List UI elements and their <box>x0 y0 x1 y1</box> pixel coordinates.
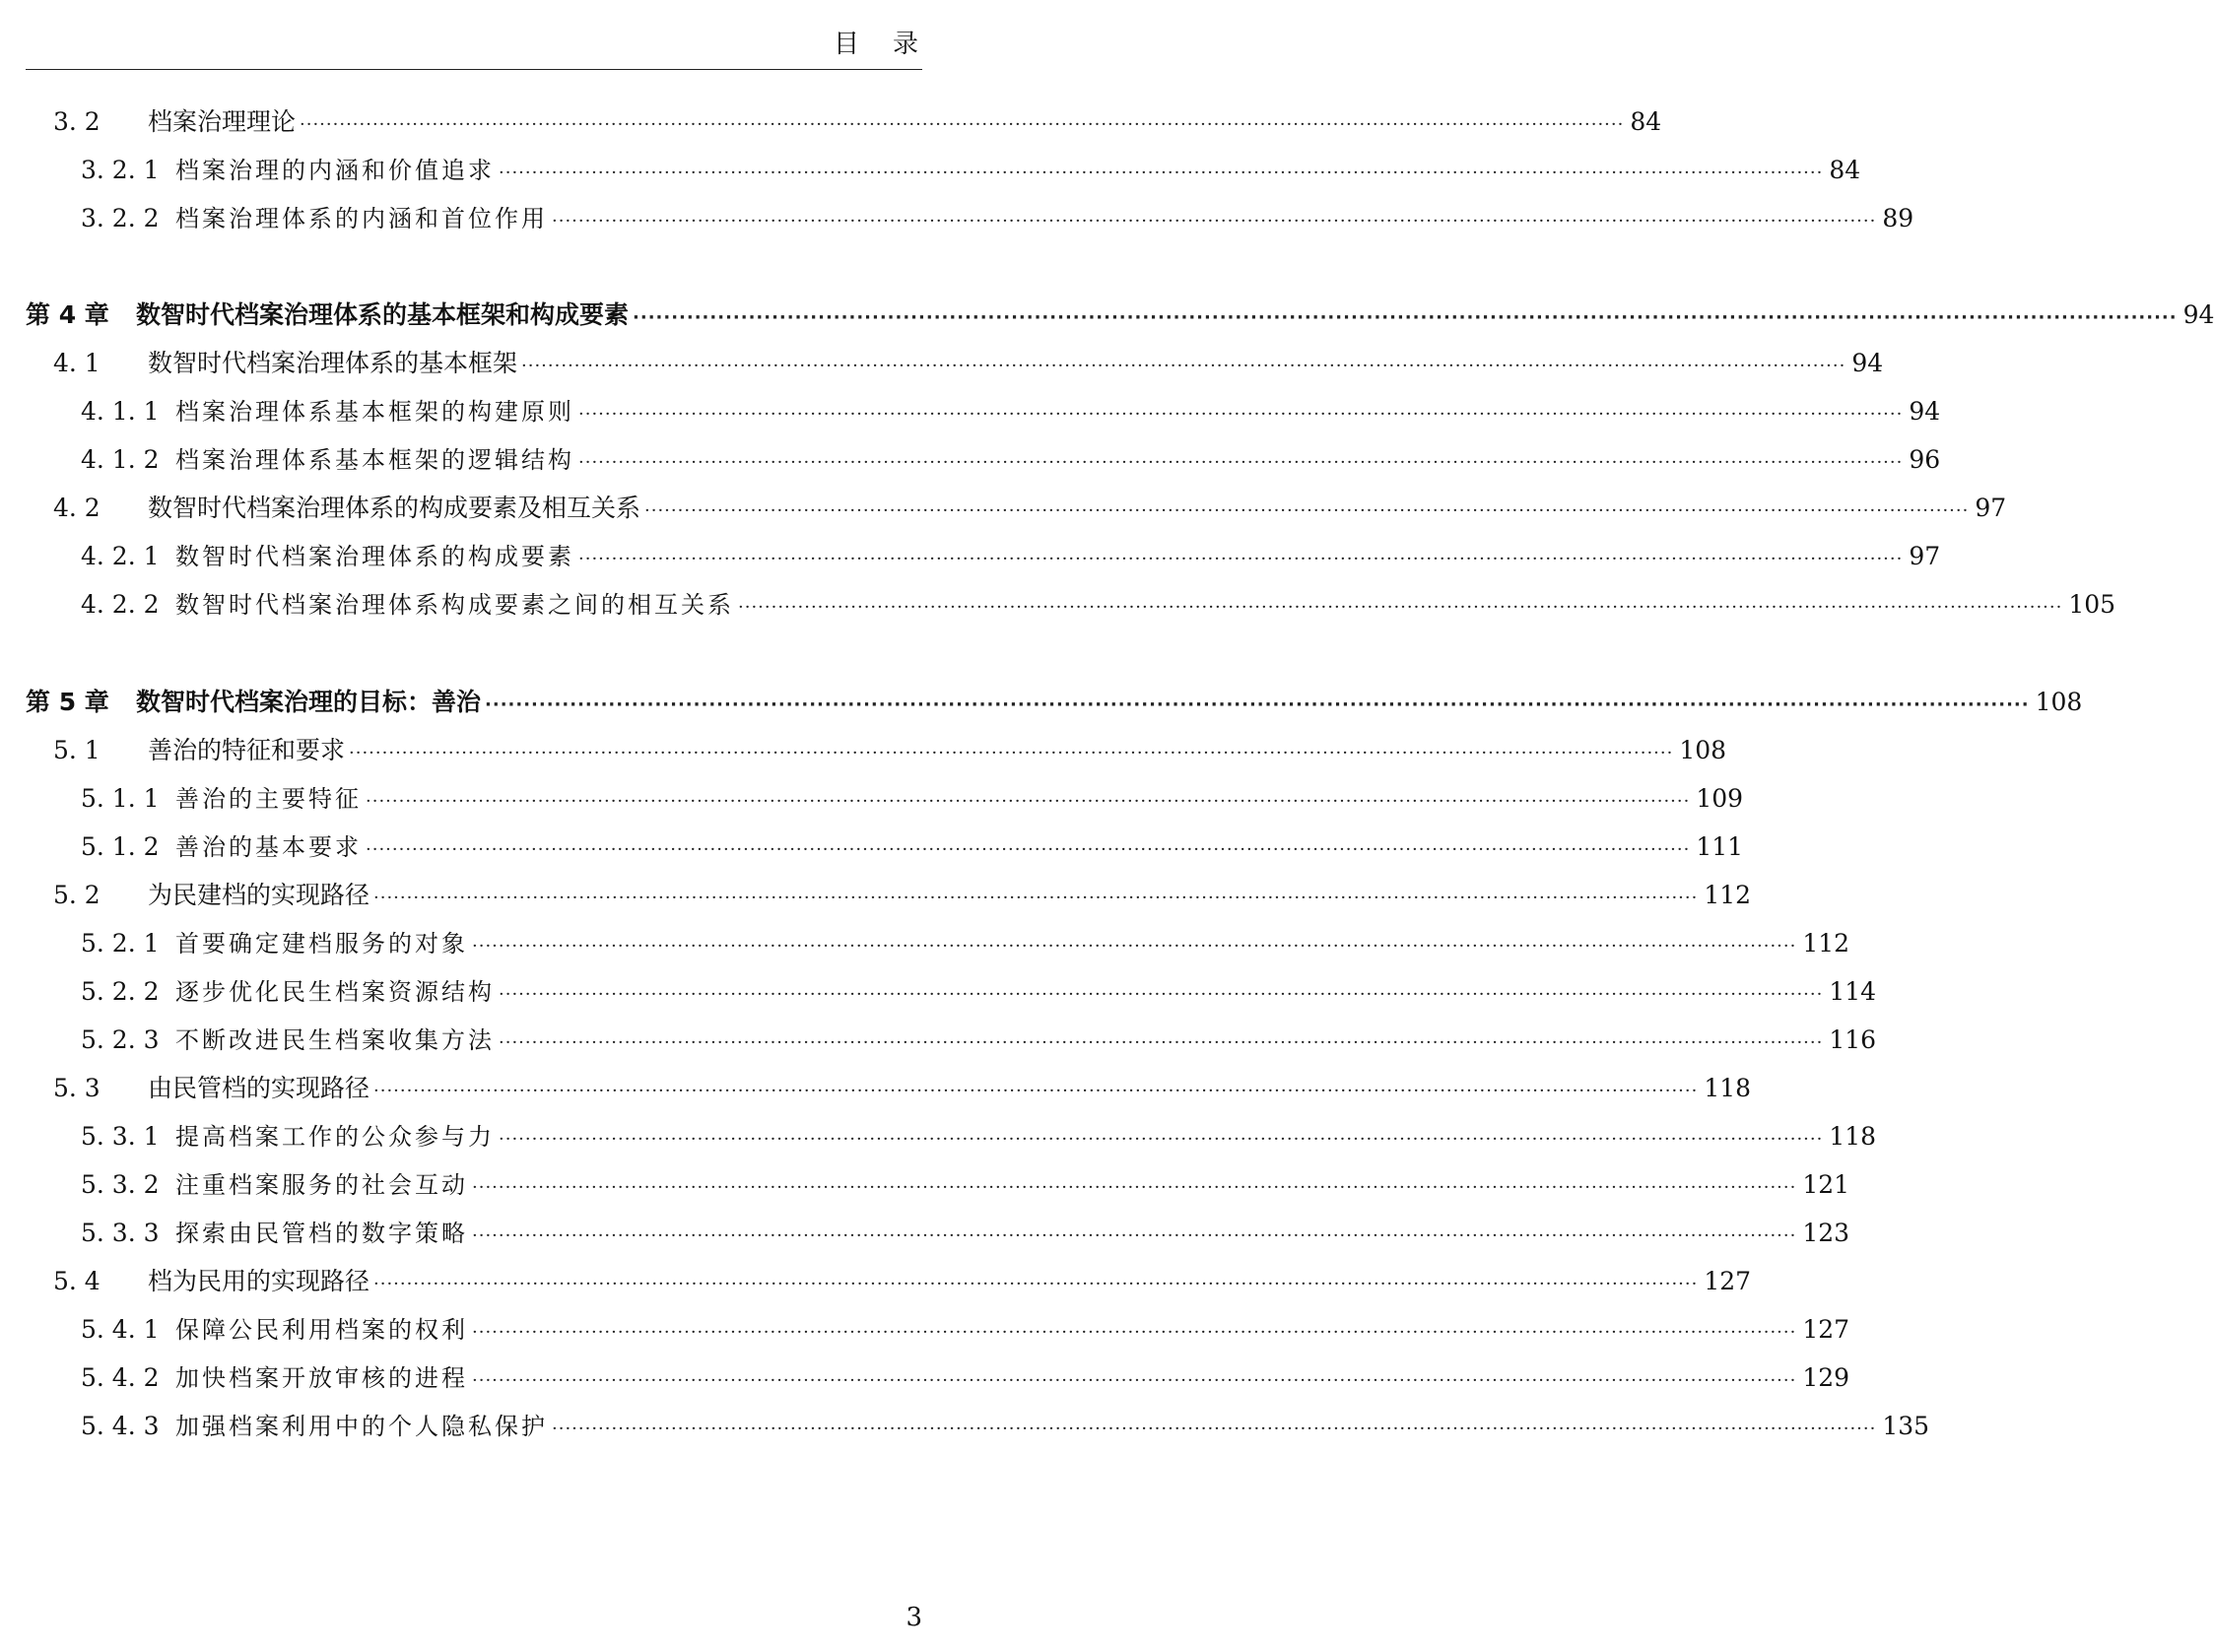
toc-entry-subsection[interactable] <box>26 392 1941 431</box>
toc-entry-section[interactable] <box>26 489 2007 528</box>
toc-entry-number: 4. 1. 1 <box>81 397 160 426</box>
toc-entry-subsection[interactable] <box>26 779 1744 819</box>
toc-entry-section[interactable] <box>26 1262 1752 1301</box>
toc-entry-subsection[interactable] <box>26 827 1744 867</box>
toc-entry-number: 4. 2. 2 <box>81 590 160 619</box>
toc-leader-dots: ········································································································································································································ <box>521 356 1846 376</box>
toc-entry-title: 档案治理体系基本框架的构建原则 <box>175 398 574 426</box>
toc-leader-dots: ········································································································································································································ <box>373 1274 1699 1294</box>
toc-entry-page: 97 <box>1909 542 1941 570</box>
toc-leader-dots: ········································································································································································································ <box>485 694 2030 715</box>
toc-entry-number: 5. 3. 3 <box>81 1219 160 1247</box>
toc-entry-title: 注重档案服务的社会互动 <box>175 1171 468 1199</box>
toc-leader-dots: ········································································································································································································ <box>499 1129 1824 1150</box>
toc-entry-title: 数智时代档案治理体系构成要素之间的相互关系 <box>175 591 734 619</box>
toc-entry-title: 善治的特征和要求 <box>148 736 346 764</box>
toc-leader-dots: ········································································································································································································ <box>552 211 1877 231</box>
toc-leader-dots: ········································································································································································································ <box>499 163 1824 183</box>
toc-entry-title: 不断改进民生档案收集方法 <box>175 1026 495 1054</box>
toc-leader-dots: ········································································································································································································ <box>349 743 1674 763</box>
toc-entry-section[interactable] <box>26 1069 1752 1108</box>
toc-leader-dots: ········································································································································································································ <box>578 549 1904 569</box>
toc-entry-subsection[interactable] <box>26 1407 1930 1446</box>
toc-entry-page: 135 <box>1882 1412 1930 1440</box>
toc-entry-title: 数智时代档案治理的目标：善治 <box>136 688 482 716</box>
toc-entry-title: 加强档案利用中的个人隐私保护 <box>175 1413 548 1440</box>
toc-entry-page: 116 <box>1829 1025 1877 1054</box>
toc-leader-dots: ········································································································································································································ <box>499 984 1824 1005</box>
toc-entry-number: 4. 1 <box>53 349 101 377</box>
toc-entry-page: 108 <box>1679 736 1727 764</box>
toc-leader-dots: ········································································································································································································ <box>472 936 1797 957</box>
toc-entry-page: 89 <box>1882 204 1914 232</box>
toc-entry-title: 数智时代档案治理体系的基本框架和构成要素 <box>136 300 630 329</box>
toc-entry-page: 112 <box>1704 881 1752 909</box>
toc-entry-title: 档案治理理论 <box>148 107 297 136</box>
toc-entry-title: 数智时代档案治理体系的构成要素 <box>175 543 574 570</box>
toc-entry-number: 5. 3. 2 <box>81 1170 160 1199</box>
toc-entry-number: 4. 2. 1 <box>81 542 160 570</box>
toc-entry-number: 5. 2. 3 <box>81 1025 160 1054</box>
toc-entry-subsection[interactable] <box>26 972 1877 1012</box>
toc-leader-dots: ········································································································································································································ <box>373 888 1699 908</box>
toc-entry-subsection[interactable] <box>26 1214 1850 1253</box>
toc-entry-number: 第 5 章 <box>26 688 109 716</box>
toc-entry-page: 96 <box>1909 445 1941 474</box>
toc-entry-number: 5. 2 <box>53 881 101 909</box>
toc-entry-section[interactable] <box>26 731 1727 770</box>
toc-entry-number: 5. 4. 3 <box>81 1412 160 1440</box>
toc-entry-number: 5. 4 <box>53 1267 101 1295</box>
toc-entry-number: 第 4 章 <box>26 300 109 329</box>
toc-entry-page: 111 <box>1696 832 1744 861</box>
toc-entry-subsection[interactable] <box>26 585 2116 625</box>
toc-entry-section[interactable] <box>26 344 1884 383</box>
toc-entry-page: 114 <box>1829 977 1877 1006</box>
toc-entry-page: 105 <box>2068 590 2116 619</box>
toc-entry-number: 3. 2. 2 <box>81 204 160 232</box>
toc-entry-number: 5. 1. 1 <box>81 784 160 813</box>
toc-leader-dots: ········································································································································································································ <box>499 1032 1824 1053</box>
toc-leader-dots: ········································································································································································································ <box>300 114 1625 135</box>
toc-entry-number: 3. 2. 1 <box>81 156 160 184</box>
toc-entry-number: 3. 2 <box>53 107 101 136</box>
toc-leader-dots: ········································································································································································································ <box>633 307 2178 328</box>
toc-entry-subsection[interactable] <box>26 440 1941 480</box>
toc-entry-title: 档案治理的内涵和价值追求 <box>175 157 495 184</box>
table-of-contents <box>26 0 2214 1576</box>
toc-entry-subsection[interactable] <box>26 199 1914 238</box>
toc-entry-page: 112 <box>1802 929 1850 958</box>
toc-entry-title: 逐步优化民生档案资源结构 <box>175 978 495 1006</box>
toc-entry-section[interactable] <box>26 102 1662 142</box>
toc-entry-number: 5. 1 <box>53 736 101 764</box>
toc-leader-dots: ········································································································································································································ <box>578 452 1904 473</box>
toc-entry-title: 加快档案开放审核的进程 <box>175 1364 468 1392</box>
toc-entry-number: 5. 4. 1 <box>81 1315 160 1344</box>
toc-leader-dots: ········································································································································································································ <box>472 1370 1797 1391</box>
toc-entry-subsection[interactable] <box>26 1165 1850 1205</box>
toc-entry-page: 108 <box>2035 688 2083 716</box>
toc-entry-title: 为民建档的实现路径 <box>148 881 370 909</box>
toc-entry-page: 84 <box>1630 107 1662 136</box>
toc-entry-page: 121 <box>1802 1170 1850 1199</box>
toc-leader-dots: ········································································································································································································ <box>644 500 1970 521</box>
toc-entry-number: 5. 3 <box>53 1074 101 1102</box>
toc-entry-title: 探索由民管档的数字策略 <box>175 1220 468 1247</box>
toc-entry-page: 127 <box>1802 1315 1850 1344</box>
toc-entry-subsection[interactable] <box>26 537 1941 576</box>
toc-entry-page: 129 <box>1802 1363 1850 1392</box>
running-header-title: 目录 <box>833 30 952 59</box>
toc-leader-dots: ········································································································································································································ <box>472 1322 1797 1343</box>
toc-entry-title: 由民管档的实现路径 <box>148 1074 370 1102</box>
toc-entry-title: 档案治理体系基本框架的逻辑结构 <box>175 446 574 474</box>
toc-leader-dots: ········································································································································································································ <box>738 597 2063 618</box>
toc-entry-page: 118 <box>1829 1122 1877 1151</box>
toc-entry-number: 5. 1. 2 <box>81 832 160 861</box>
toc-leader-dots: ········································································································································································································ <box>366 791 1691 812</box>
toc-leader-dots: ········································································································································································································ <box>472 1225 1797 1246</box>
toc-entry-page: 94 <box>1851 349 1884 377</box>
toc-entry-page: 109 <box>1696 784 1744 813</box>
toc-entry-chapter[interactable] <box>26 296 2214 335</box>
toc-entry-number: 5. 4. 2 <box>81 1363 160 1392</box>
toc-leader-dots: ········································································································································································································ <box>366 839 1691 860</box>
toc-leader-dots: ········································································································································································································ <box>578 404 1904 425</box>
toc-entry-subsection[interactable] <box>26 1117 1877 1156</box>
toc-entry-page: 84 <box>1829 156 1861 184</box>
toc-entry-page: 123 <box>1802 1219 1850 1247</box>
page-number: 3 <box>906 1603 922 1632</box>
toc-entry-subsection[interactable] <box>26 1358 1850 1398</box>
toc-entry-title: 数智时代档案治理体系的构成要素及相互关系 <box>148 494 641 522</box>
toc-leader-dots: ········································································································································································································ <box>373 1081 1699 1101</box>
toc-entry-subsection[interactable] <box>26 151 1861 190</box>
toc-entry-title: 档案治理体系的内涵和首位作用 <box>175 205 548 232</box>
toc-entry-page: 94 <box>1909 397 1941 426</box>
toc-entry-title: 档为民用的实现路径 <box>148 1267 370 1295</box>
toc-entry-subsection[interactable] <box>26 1310 1850 1350</box>
toc-entry-title: 数智时代档案治理体系的基本框架 <box>148 349 518 377</box>
toc-entry-title: 提高档案工作的公众参与力 <box>175 1123 495 1151</box>
toc-entry-section[interactable] <box>26 876 1752 915</box>
toc-entry-title: 保障公民利用档案的权利 <box>175 1316 468 1344</box>
toc-entry-number: 5. 2. 1 <box>81 929 160 958</box>
toc-entry-title: 善治的基本要求 <box>175 833 362 861</box>
toc-entry-title: 首要确定建档服务的对象 <box>175 930 468 958</box>
toc-entry-subsection[interactable] <box>26 1021 1877 1060</box>
toc-entry-number: 4. 2 <box>53 494 101 522</box>
toc-entry-page: 97 <box>1975 494 2007 522</box>
toc-entry-number: 5. 2. 2 <box>81 977 160 1006</box>
toc-entry-page: 94 <box>2182 300 2214 329</box>
toc-leader-dots: ········································································································································································································ <box>552 1419 1877 1439</box>
toc-leader-dots: ········································································································································································································ <box>472 1177 1797 1198</box>
toc-entry-number: 4. 1. 2 <box>81 445 160 474</box>
toc-entry-title: 善治的主要特征 <box>175 785 362 813</box>
toc-entry-page: 127 <box>1704 1267 1752 1295</box>
toc-entry-chapter[interactable] <box>26 683 2083 722</box>
toc-entry-subsection[interactable] <box>26 924 1850 963</box>
toc-entry-page: 118 <box>1704 1074 1752 1102</box>
toc-entry-number: 5. 3. 1 <box>81 1122 160 1151</box>
